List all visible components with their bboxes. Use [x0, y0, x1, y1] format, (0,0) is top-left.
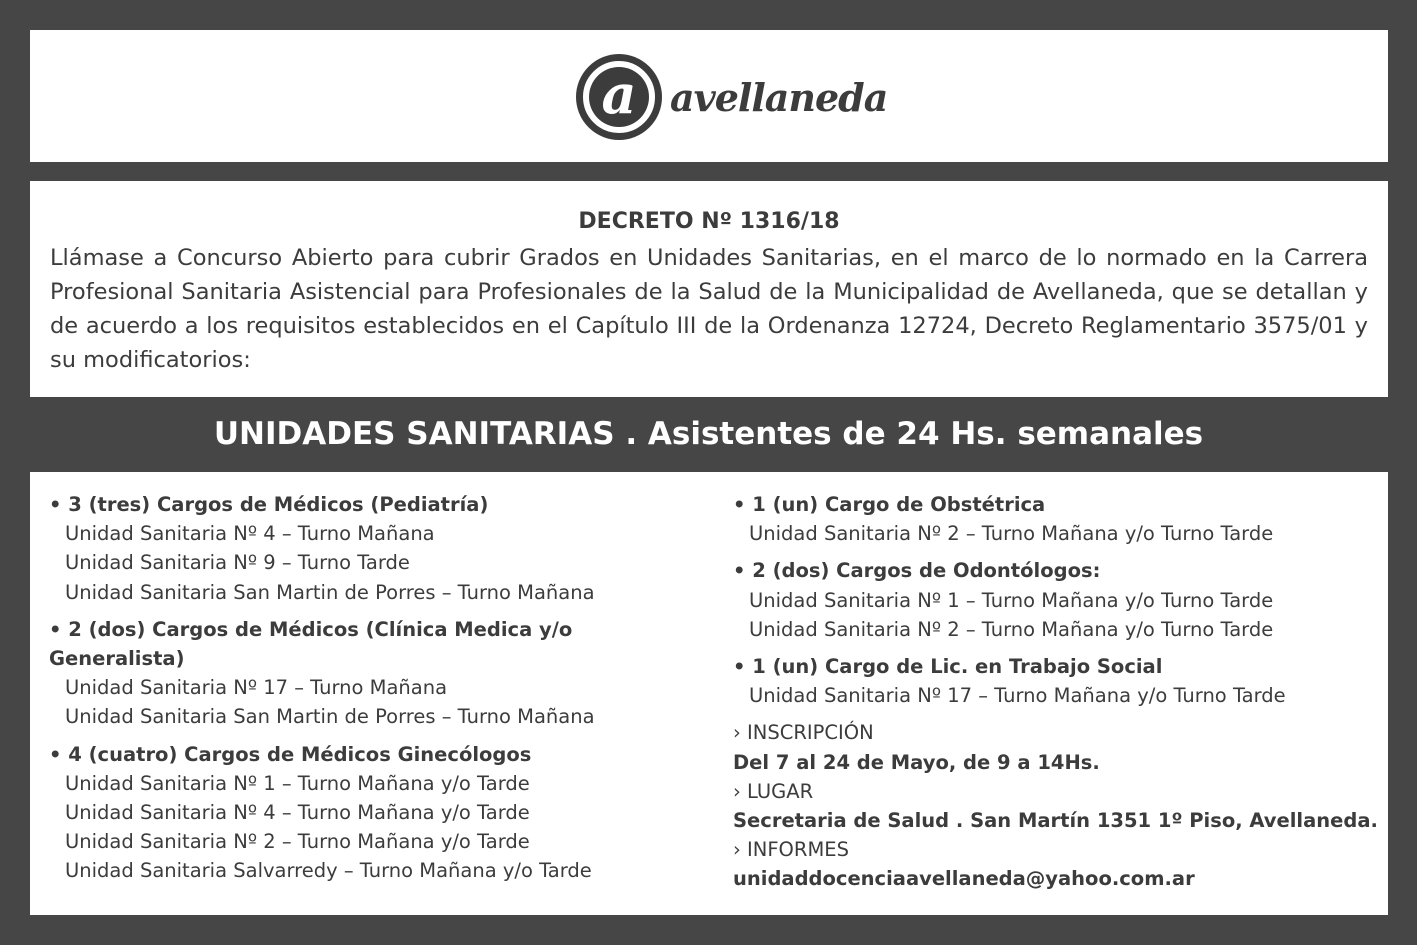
logo-wordmark: avellaneda: [670, 74, 888, 120]
position-item: Unidad Sanitaria Nº 9 – Turno Tarde: [65, 551, 410, 575]
position-item: Unidad Sanitaria Nº 4 – Turno Mañana y/o Tarde: [65, 801, 530, 825]
lugar-value: Secretaria de Salud . San Martín 1351 1º Piso, Avellaneda.: [733, 809, 1378, 833]
position-item: Unidad Sanitaria Nº 4 – Turno Mañana: [65, 522, 435, 546]
position-group: [49, 615, 709, 732]
inscripcion-value: Del 7 al 24 de Mayo, de 9 a 14Hs.: [733, 750, 1100, 774]
position-title: • 1 (un) Cargo de Lic. en Trabajo Social: [733, 655, 1163, 679]
position-group: [733, 556, 1373, 644]
position-item: Unidad Sanitaria San Martin de Porres – Turno Mañana: [65, 705, 595, 729]
logo-circle-icon: [576, 54, 662, 140]
position-group: [733, 490, 1373, 548]
position-item: Unidad Sanitaria Nº 17 – Turno Mañana y/o Turno Tarde: [749, 684, 1286, 708]
position-group: [49, 490, 709, 607]
position-item: Unidad Sanitaria Nº 1 – Turno Mañana y/o Turno Tarde: [749, 588, 1274, 612]
position-item: Unidad Sanitaria San Martin de Porres – Turno Mañana: [65, 580, 595, 604]
position-title: • 2 (dos) Cargos de Odontólogos:: [733, 559, 1101, 583]
right-column: [733, 490, 1378, 894]
logo-panel: [30, 30, 1388, 162]
info-block: [733, 718, 1378, 893]
position-item: Unidad Sanitaria Nº 1 – Turno Mañana y/o Tarde: [65, 771, 530, 795]
logo-letter: a: [601, 62, 637, 126]
section-banner: UNIDADES SANITARIAS . Asistentes de 24 Hs. semanales: [213, 416, 1204, 452]
informes-email: unidaddocenciaavellaneda@yahoo.com.ar: [733, 867, 1195, 891]
lugar-label: › LUGAR: [733, 779, 814, 803]
left-column: [49, 490, 709, 894]
position-item: Unidad Sanitaria Nº 17 – Turno Mañana: [65, 676, 448, 700]
position-item: Unidad Sanitaria Salvarredy – Turno Mañana y/o Tarde: [65, 859, 592, 883]
avellaneda-logo: [576, 47, 887, 147]
position-group: [49, 740, 709, 886]
position-title: • 1 (un) Cargo de Obstétrica: [733, 493, 1046, 516]
positions-panel: [30, 472, 1388, 915]
position-group: [733, 652, 1373, 710]
informes-label: › INFORMES: [733, 838, 849, 862]
decree-body: Llámase a Concurso Abierto para cubrir Grados en Unidades Sanitarias, en el marco de lo normado en la Carrera Profesional Sanitaria Asistencial para Profesionales de la Salud de la Municipalidad de Avellaneda, que se detallan y de acuerdo a los requisitos establecidos en el Capítulo III de la Ordenanza 12724, Decreto Reglamentario 3575/01 y su modificatorios:: [50, 245, 1368, 373]
position-title: • 2 (dos) Cargos de Médicos (Clínica Medica y/o Generalista): [49, 617, 573, 671]
position-title: • 3 (tres) Cargos de Médicos (Pediatría): [49, 493, 489, 516]
position-item: Unidad Sanitaria Nº 2 – Turno Mañana y/o Turno Tarde: [749, 617, 1274, 641]
decree-panel: [30, 181, 1388, 397]
decree-title: DECRETO Nº 1316/18: [578, 209, 840, 234]
position-item: Unidad Sanitaria Nº 2 – Turno Mañana y/o Tarde: [65, 830, 530, 854]
position-item: Unidad Sanitaria Nº 2 – Turno Mañana y/o Turno Tarde: [749, 522, 1274, 546]
inscripcion-label: › INSCRIPCIÓN: [733, 721, 874, 745]
position-title: • 4 (cuatro) Cargos de Médicos Ginecólogos: [49, 742, 532, 766]
